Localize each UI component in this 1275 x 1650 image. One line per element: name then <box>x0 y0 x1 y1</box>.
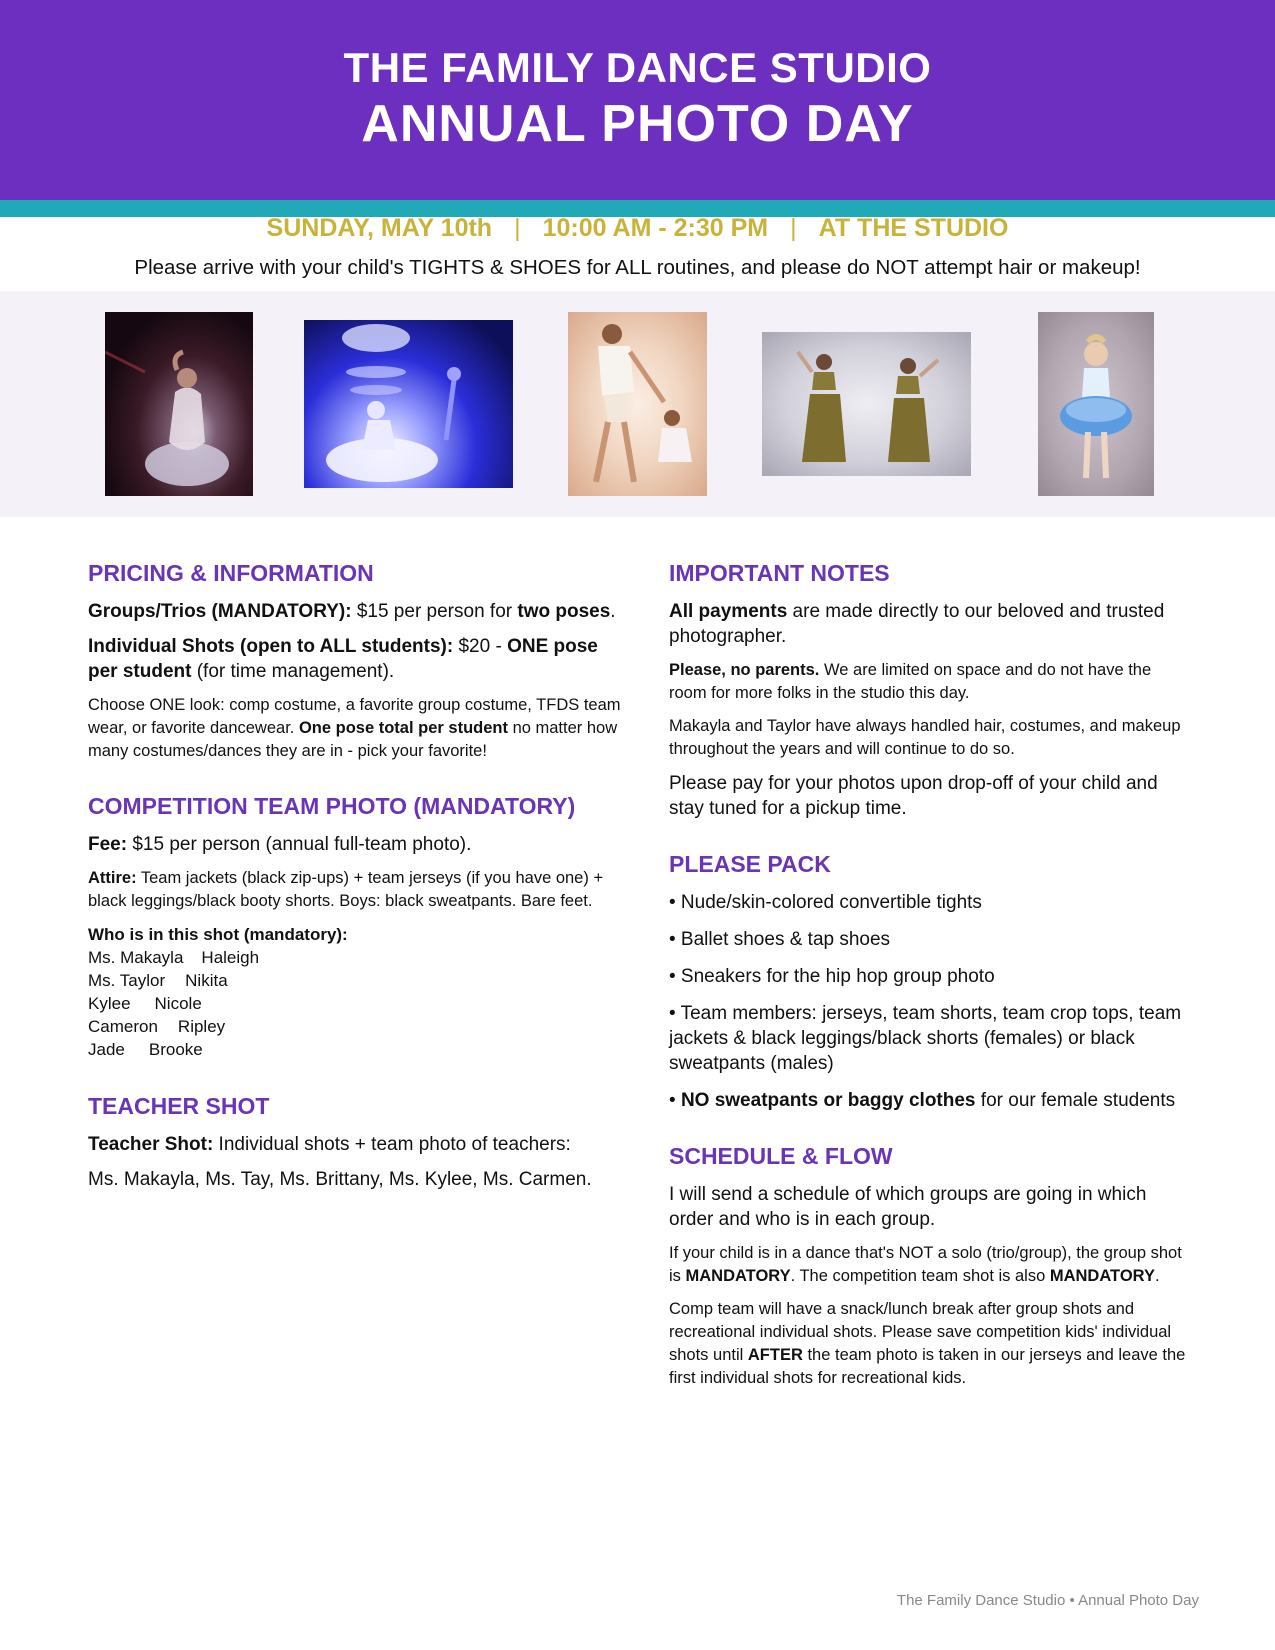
roster-name: Haleigh <box>201 948 260 967</box>
notes-heading: IMPORTANT NOTES <box>669 560 890 586</box>
arrival-instructions: Please arrive with your child's TIGHTS & SHOES for ALL routines, and please do NOT attempt hair or makeup! <box>134 256 1141 279</box>
look-text: Choose ONE look: comp costume, a favorite group costume, TFDS team wear, or favorite dancewear. <box>88 696 621 737</box>
look-instructions <box>88 694 628 763</box>
photo-child-tutu <box>1038 312 1154 496</box>
roster-name: Ms. Makayla <box>88 948 184 967</box>
schedule-bold: MANDATORY <box>685 1267 791 1285</box>
pack-item: • Sneakers for the hip hop group photo <box>669 966 995 987</box>
hair-note: Makayla and Taylor have always handled hair, costumes, and makeup throughout the years and will continue to do so. <box>669 717 1181 758</box>
schedule-mandatory <box>669 1242 1189 1288</box>
groups-bold: two poses <box>517 601 611 622</box>
schedule-heading: SCHEDULE & FLOW <box>669 1143 893 1169</box>
parents-note <box>669 659 1189 705</box>
roster-name: Ms. Taylor <box>88 971 166 990</box>
roster-name: Nicole <box>154 994 202 1013</box>
event-details <box>0 214 1275 243</box>
event-location: AT THE STUDIO <box>818 214 1009 242</box>
teacher-text: Individual shots + team photo of teachers: <box>213 1134 571 1155</box>
duo-figure-icon <box>762 332 971 476</box>
schedule-intro: I will send a schedule of which groups are going in which order and who is in each group. <box>669 1184 1147 1230</box>
pack-item <box>669 1088 1189 1113</box>
schedule-bold: AFTER <box>747 1346 803 1364</box>
pricing-heading: PRICING & INFORMATION <box>88 560 374 586</box>
pack-item: • Team members: jerseys, team shorts, team crop tops, team jackets & black leggings/black shorts (females) or black sweatpants (males) <box>669 1003 1182 1074</box>
schedule-text: If your child is in a dance that's NOT a solo (trio/group), the group shot is <box>669 1244 1182 1285</box>
pack-text: for our female students <box>975 1090 1176 1111</box>
roster-label: Who is in this shot (mandatory): <box>88 925 348 944</box>
roster-name: Nikita <box>185 971 228 990</box>
fee-label: Fee: <box>88 834 128 855</box>
pack-heading: PLEASE PACK <box>669 851 831 877</box>
right-column <box>669 560 1189 1400</box>
roster-name: Kylee <box>88 994 131 1013</box>
schedule-bold: MANDATORY <box>1049 1267 1155 1285</box>
parents-text: We are limited on space and do not have the room for more folks in the studio this day. <box>669 661 1152 702</box>
roster-name: Brooke <box>148 1040 203 1059</box>
roster-name: Cameron <box>88 1017 158 1036</box>
stage-figure-icon <box>304 320 513 488</box>
individual-bold: ONE pose per student <box>88 636 598 682</box>
fee-text: $15 per person (annual full-team photo). <box>127 834 472 855</box>
studio-name: THE FAMILY DANCE STUDIO <box>343 44 932 91</box>
left-column <box>88 560 628 1202</box>
schedule-text: . The competition team shot is also <box>790 1267 1050 1285</box>
event-time: 10:00 AM - 2:30 PM <box>542 214 769 242</box>
individual-text-end: (for time management). <box>191 661 395 682</box>
photo-dancer-blue <box>304 320 513 488</box>
schedule-text: Comp team will have a snack/lunch break after group shots and recreational individual shots. Please save competition kids' individual shots until <box>669 1300 1172 1364</box>
photo-duo-peach <box>568 312 707 496</box>
header-banner <box>0 0 1275 200</box>
competition-attire <box>88 867 628 913</box>
photo-duo-olive <box>762 332 971 476</box>
teacher-heading: TEACHER SHOT <box>88 1093 270 1119</box>
team-roster <box>88 923 628 1061</box>
event-date: SUNDAY, MAY 10th <box>266 214 493 242</box>
separator: | <box>514 214 521 242</box>
look-bold: One pose total per student <box>298 719 508 737</box>
individual-text: $20 - <box>453 636 508 657</box>
teacher-shot <box>88 1132 628 1157</box>
pack-item: • Ballet shoes & tap shoes <box>669 929 891 950</box>
groups-text: $15 per person for <box>351 601 518 622</box>
competition-fee <box>88 832 628 857</box>
pack-bold: NO sweatpants or baggy clothes <box>680 1090 976 1111</box>
roster-name: Ripley <box>177 1017 226 1036</box>
teacher-label: Teacher Shot: <box>88 1134 214 1155</box>
dancer-figure-icon <box>105 312 253 496</box>
attire-text: Team jackets (black zip-ups) + team jerseys (if you have one) + black leggings/black booty shorts. Boys: black sweatpants. Bare feet. <box>88 869 604 910</box>
competition-heading: COMPETITION TEAM PHOTO (MANDATORY) <box>88 793 576 819</box>
pack-bullet: • <box>669 1090 681 1111</box>
photo-dancer-red <box>105 312 253 496</box>
separator: | <box>790 214 797 242</box>
roster-name: Jade <box>88 1040 125 1059</box>
schedule-text: the team photo is taken in our jerseys and leave the first individual shots for recreational kids. <box>669 1346 1186 1387</box>
groups-end: . <box>610 601 616 622</box>
individual-label: Individual Shots (open to ALL students): <box>88 636 454 657</box>
look-text-end: no matter how many costumes/dances they are in - pick your favorite! <box>88 719 618 760</box>
teacher-names: Ms. Makayla, Ms. Tay, Ms. Brittany, Ms. Kylee, Ms. Carmen. <box>88 1169 592 1190</box>
payments-note <box>669 599 1189 649</box>
payments-text: are made directly to our beloved and trusted photographer. <box>669 601 1165 647</box>
footer-text: The Family Dance Studio • Annual Photo Day <box>896 1592 1199 1609</box>
schedule-break <box>669 1298 1189 1390</box>
payments-bold: All payments <box>669 601 788 622</box>
schedule-text: . <box>1154 1267 1160 1285</box>
attire-label: Attire: <box>88 869 137 887</box>
event-title: ANNUAL PHOTO DAY <box>361 95 914 153</box>
duo-figure-icon <box>568 312 707 496</box>
individual-pricing <box>88 634 628 684</box>
pack-item: • Nude/skin-colored convertible tights <box>669 892 982 913</box>
pickup-note: Please pay for your photos upon drop-off of your child and stay tuned for a pickup time. <box>669 773 1158 819</box>
parents-bold: Please, no parents. <box>669 661 820 679</box>
groups-pricing <box>88 599 628 624</box>
groups-label: Groups/Trios (MANDATORY): <box>88 601 352 622</box>
child-figure-icon <box>1038 312 1154 496</box>
